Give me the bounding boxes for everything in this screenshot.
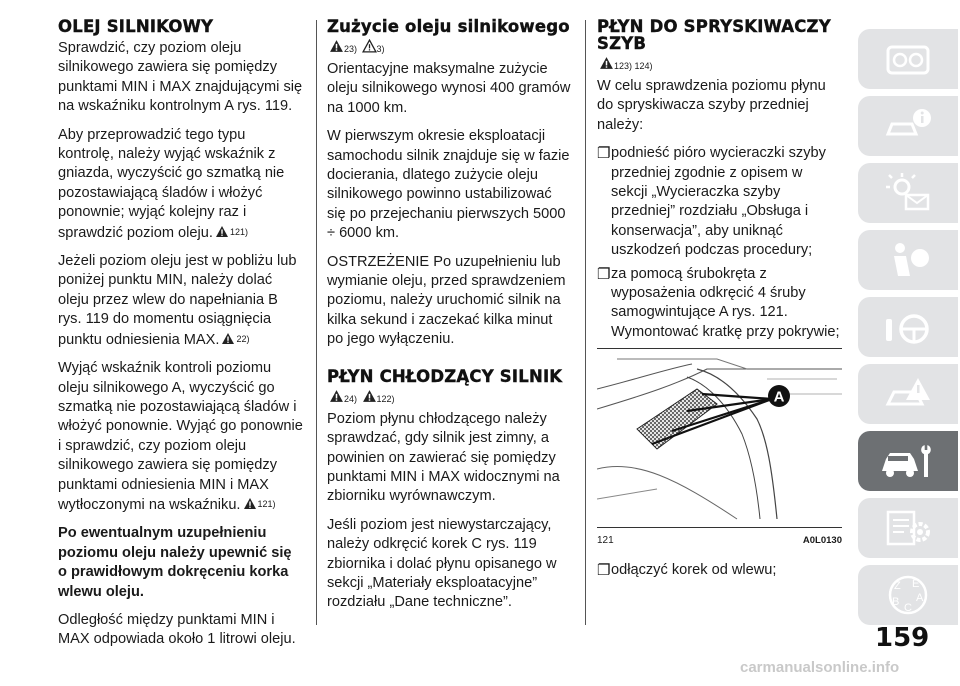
figure-hood-grille xyxy=(597,348,842,528)
tab-maintenance[interactable] xyxy=(858,431,958,491)
hood-grille-illustration xyxy=(597,349,842,525)
tab-driving[interactable] xyxy=(858,297,958,357)
caution-triangle-icon xyxy=(362,39,377,56)
watermark: carmanualsonline.info xyxy=(740,659,900,676)
section-title-washer-fluid: PŁYN DO SPRYSKIWACZY SZYB xyxy=(597,17,831,53)
column-consumption-coolant xyxy=(327,18,572,622)
tab-specs[interactable] xyxy=(858,498,958,558)
figure-number: 121 xyxy=(597,535,614,547)
svg-text:E: E xyxy=(912,578,920,590)
alphabet-index-icon xyxy=(876,571,940,619)
svg-text:B: B xyxy=(892,596,900,608)
tab-safety[interactable] xyxy=(858,230,958,290)
figure-label: A xyxy=(773,388,785,406)
car-wrench-icon xyxy=(876,437,940,485)
reference-note: 24) xyxy=(344,393,358,404)
section-title-coolant: PŁYN CHŁODZĄCY SILNIK xyxy=(327,366,563,386)
paragraph: W celu sprawdzenia poziomu płynu do spryskiwacza szyby przedniej należy: xyxy=(597,78,826,133)
paragraph: Jeżeli poziom oleju jest w pobliżu lub poniżej punktu MIN, należy dolać oleju przez wlew do napełniania B rys. 119 do momentu osiągnięcia punktu odniesienia MAX. 22) xyxy=(58,252,303,350)
reference-note: 121) xyxy=(229,226,248,237)
tab-dashboard[interactable] xyxy=(858,29,958,89)
column-divider xyxy=(585,20,586,625)
paragraph: W pierwszym okresie eksploatacji samochodu silnik znajduje się w fazie docierania, dlatego zużycie oleju silnikowego powinno ustabilizować się po przejechaniu pierwszych 5000 ÷ 6000 km. xyxy=(327,128,570,242)
reference-note: 123) 124) xyxy=(614,61,653,71)
column-divider xyxy=(316,20,317,625)
tab-index[interactable] xyxy=(858,565,958,625)
section-title-engine-oil: OLEJ SILNIKOWY xyxy=(58,17,214,36)
paragraph: OSTRZEŻENIE Po uzupełnieniu lub wymianie oleju, przed sprawdzeniem poziomu, należy uruchomić silnik na kilka sekund i zaczekać kilka minut po jego wyłączeniu. xyxy=(327,253,566,348)
svg-text:C: C xyxy=(904,602,912,614)
warning-triangle-icon xyxy=(599,56,614,73)
tab-emergency[interactable] xyxy=(858,364,958,424)
section-title-oil-consumption: Zużycie oleju silnikowego xyxy=(327,17,570,36)
chapter-tabs xyxy=(858,29,958,632)
car-info-icon xyxy=(876,102,940,150)
tab-car-info[interactable] xyxy=(858,96,958,156)
airbag-icon xyxy=(876,236,940,284)
warning-refs xyxy=(597,56,842,73)
reference-note: 22) xyxy=(236,333,250,344)
paragraph: Sprawdzić, czy poziom oleju silnikowego zawiera się pomiędzy punktami MIN i MAX znajdującymi się na wskaźniku kontrolnym A rys. 119. xyxy=(58,40,303,115)
svg-text:A: A xyxy=(916,592,924,604)
paragraph: Poziom płynu chłodzącego należy sprawdzać, gdy silnik jest zimny, a powinien on zawierać się pomiędzy punktami MIN i MAX widocznymi na zbiorniku wyrównawczym. xyxy=(327,410,560,505)
warning-triangle-icon xyxy=(215,224,229,243)
reference-note: 3) xyxy=(376,44,385,54)
paragraph: Jeśli poziom jest niewystarczający, należy odkręcić korek C rys. 119 zbiornika i dolać płynu opisanego w sekcji „Materiały eksploatacyjne” rozdziału „Dane techniczne”. xyxy=(327,516,557,611)
warning-refs xyxy=(327,39,572,56)
lights-envelope-icon xyxy=(876,169,940,217)
paragraph-bold: Po ewentualnym uzupełnieniu poziomu oleju należy upewnić się o prawidłowym dokręceniu korka wlewu oleju. xyxy=(58,525,292,600)
reference-note: 121) xyxy=(257,498,276,509)
warning-triangle-car-icon xyxy=(876,370,940,418)
page-number: 159 xyxy=(875,623,930,653)
paragraph: Wyjąć wskaźnik kontroli poziomu oleju silnikowego A, wyczyścić go szmatką nie pozostawiającą śladów i włożyć ponownie. Wyjąć go ponownie i sprawdzić, czy poziom oleju silnikowego zawiera się pomiędzy punktami odniesienia MIN i MAX wytłoczonymi na wskaźniku. 121) xyxy=(58,359,303,515)
reference-note: 122) xyxy=(376,393,395,404)
dashboard-icon xyxy=(876,35,940,83)
paragraph: Odległość między punktami MIN i MAX odpowiada około 1 litrowi oleju. xyxy=(58,611,296,648)
reference-note: 23) xyxy=(344,44,358,54)
warning-refs xyxy=(327,389,572,406)
warning-triangle-icon xyxy=(362,389,377,406)
column-oil xyxy=(58,18,303,659)
warning-triangle-icon xyxy=(329,39,344,56)
specs-gear-icon xyxy=(876,504,940,552)
list-item: ❐ odłączyć korek od wlewu; xyxy=(597,561,777,579)
warning-triangle-icon xyxy=(221,331,235,350)
tab-lights[interactable] xyxy=(858,163,958,223)
steering-wheel-icon xyxy=(876,303,940,351)
warning-triangle-icon xyxy=(329,389,344,406)
paragraph: Orientacyjne maksymalne zużycie oleju silnikowego wynosi 400 gramów na 1000 km. xyxy=(327,61,571,116)
paragraph: Aby przeprowadzić tego typu kontrolę, należy wyjąć wskaźnik z gniazda, wyczyścić go szmatką nie pozostawiającą śladów i włożyć ponownie; wyjąć kolejny raz i sprawdzić poziom oleju. 121) xyxy=(58,126,303,243)
list-item: ❐ za pomocą śrubokręta z wyposażenia odkręcić 4 śruby samogwintujące A rys. 121. Wymontować kratkę przy pokrywie; xyxy=(597,265,840,340)
figure-code: A0L0130 xyxy=(802,535,842,547)
column-washer xyxy=(597,18,842,584)
warning-triangle-icon xyxy=(243,496,257,515)
list-item: ❐ podnieść pióro wycieraczki szyby przedniej zgodnie z opisem w sekcji „Wycieraczka szyby przedniej” rozdziału „Obsługa i konserwacja”, aby uniknąć uszkodzeń podczas procedury; xyxy=(597,145,826,259)
figure-caption xyxy=(597,531,842,550)
svg-text:Z: Z xyxy=(894,580,901,592)
